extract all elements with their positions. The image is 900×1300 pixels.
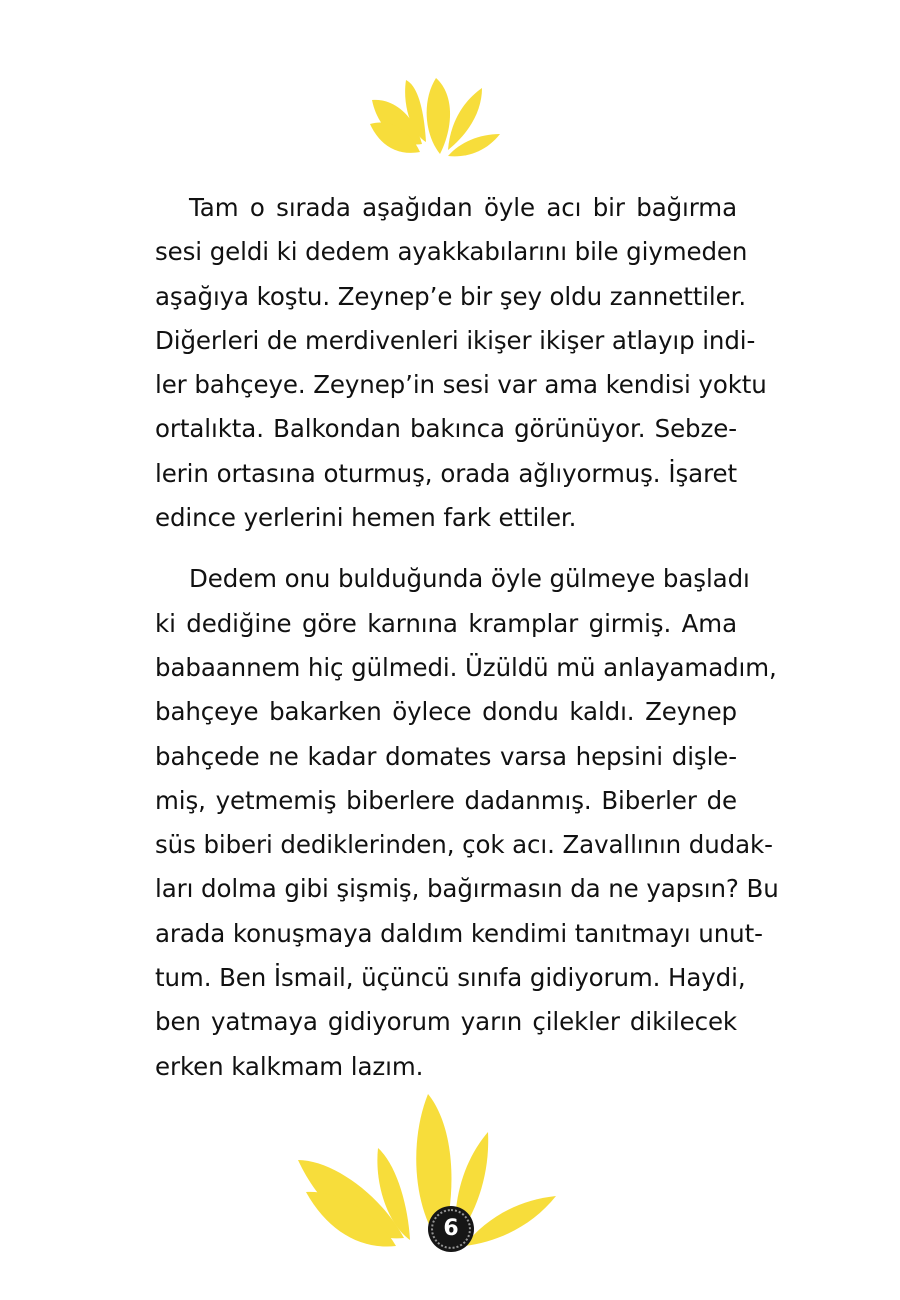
- text-line: Diğerleri de merdivenleri ikişer ikişer atlayıp indi-: [155, 325, 756, 355]
- text-line: bahçeye bakarken öylece dondu kaldı. Zeynep: [155, 697, 737, 727]
- text-line: süs biberi dediklerinden, çok acı. Zavallının dudak-: [155, 830, 773, 860]
- text-line: arada konuşmaya daldım kendimi tanıtmayı unut-: [155, 918, 763, 948]
- yellow-flower-icon: [362, 72, 506, 162]
- text-line: sesi geldi ki dedem ayakkabılarını bile giymeden: [155, 237, 748, 267]
- yellow-flower-icon: [292, 1088, 562, 1258]
- text-line: lerin ortasına oturmuş, orada ağlıyormuş. İşaret: [155, 458, 737, 488]
- text-line: miş, yetmemiş biberlere dadanmış. Biberler de: [155, 785, 737, 815]
- text-line: erken kalkmam lazım.: [155, 1051, 424, 1081]
- text-line: aşağıya koştu. Zeynep’e bir şey oldu zannettiler.: [155, 281, 747, 311]
- paragraph: [155, 186, 767, 540]
- text-line: tum. Ben İsmail, üçüncü sınıfa gidiyorum. Haydi,: [155, 963, 746, 993]
- text-line: ler bahçeye. Zeynep’in sesi var ama kendisi yoktu: [155, 370, 767, 400]
- text-line: edince yerlerini hemen fark ettiler.: [155, 503, 577, 533]
- text-line: Dedem onu bulduğunda öyle gülmeye başladı: [189, 564, 750, 594]
- text-line: ki dediğine göre karnına kramplar girmiş. Ama: [155, 608, 737, 638]
- text-line: Tam o sırada aşağıdan öyle acı bir bağırma: [189, 193, 737, 222]
- text-line: ortalıkta. Balkondan bakınca görünüyor. Sebze-: [155, 414, 737, 444]
- text-line: ları dolma gibi şişmiş, bağırmasın da ne yapsın? Bu: [155, 874, 779, 904]
- story-text: [155, 186, 779, 1089]
- text-line: babaannem hiç gülmedi. Üzüldü mü anlayamadım,: [155, 652, 777, 682]
- page-number: 6: [443, 1216, 459, 1241]
- text-line: bahçede ne kadar domates varsa hepsini dişle-: [155, 741, 737, 771]
- page-number-badge: [428, 1206, 474, 1252]
- text-line: ben yatmaya gidiyorum yarın çilekler dikilecek: [155, 1007, 737, 1037]
- paragraph: [155, 557, 779, 1089]
